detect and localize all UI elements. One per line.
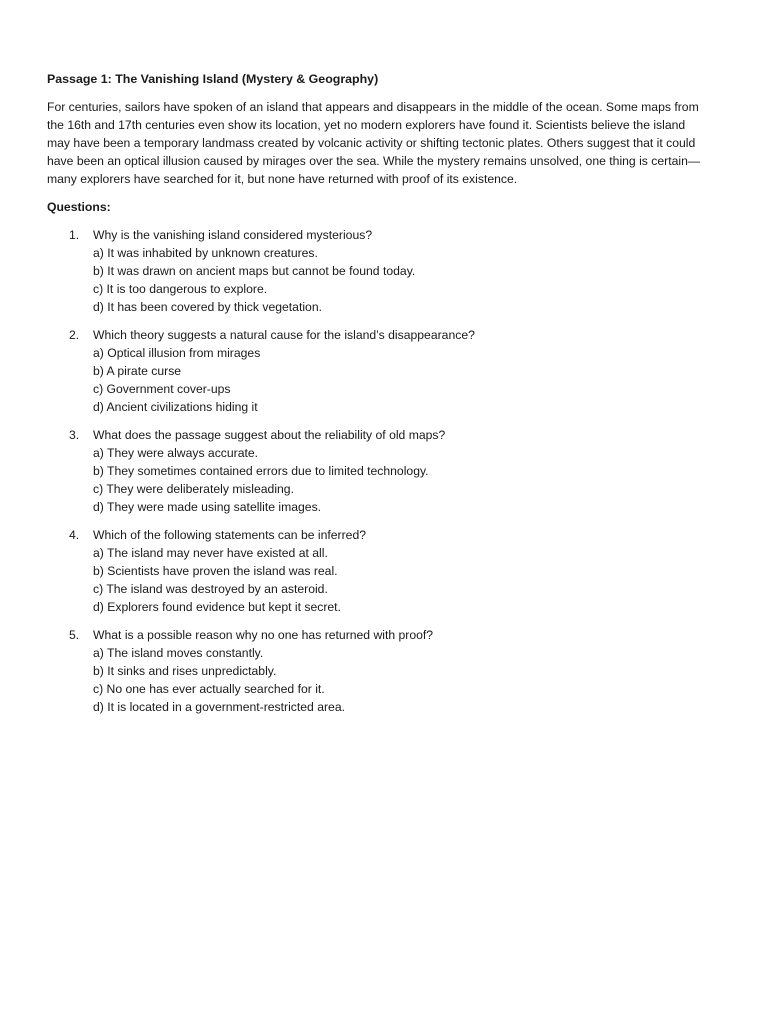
question-text: Which of the following statements can be inferred? — [93, 528, 367, 542]
question-item — [47, 426, 708, 516]
question-list — [47, 226, 708, 716]
question-body — [93, 526, 708, 616]
answer-option: c) They were deliberately misleading. — [93, 482, 294, 496]
passage-text: For centuries, sailors have spoken of an island that appears and disappears in the middle of the ocean. Some maps from the 16th and 17th centuries even show its location, yet no modern explorers have found it. Scientists believe the island may have been a temporary landmass created by volcanic activity or shifting tectonic plates. Others suggest that it could have been an optical illusion caused by mirages over the sea. While the mystery remains unsolved, one thing is certain—many explorers have searched for it, but none have returned with proof of its existence. — [47, 100, 701, 186]
question-text: Why is the vanishing island considered mysterious? — [93, 228, 373, 242]
answer-option: d) It has been covered by thick vegetation. — [93, 300, 322, 314]
question-item — [47, 626, 708, 716]
answer-option: a) They were always accurate. — [93, 446, 259, 460]
question-number: 3. — [69, 428, 80, 442]
answer-option: d) Explorers found evidence but kept it secret. — [93, 600, 341, 614]
question-item — [47, 526, 708, 616]
question-body — [93, 426, 708, 516]
answer-option: a) The island moves constantly. — [93, 646, 264, 660]
answer-option: b) A pirate curse — [93, 364, 182, 378]
question-text: What does the passage suggest about the reliability of old maps? — [93, 428, 446, 442]
answer-option: b) It sinks and rises unpredictably. — [93, 664, 277, 678]
answer-option: a) Optical illusion from mirages — [93, 346, 261, 360]
question-body — [93, 626, 708, 716]
answer-option: b) They sometimes contained errors due to limited technology. — [93, 464, 429, 478]
answer-option: c) The island was destroyed by an asteroid. — [93, 582, 328, 596]
answer-option: b) It was drawn on ancient maps but cannot be found today. — [93, 264, 416, 278]
question-number: 2. — [69, 328, 80, 342]
question-item — [47, 226, 708, 316]
question-number: 1. — [69, 228, 80, 242]
answer-option: a) The island may never have existed at all. — [93, 546, 328, 560]
answer-option: d) Ancient civilizations hiding it — [93, 400, 258, 414]
answer-option: c) Government cover-ups — [93, 382, 231, 396]
question-body — [93, 326, 708, 416]
question-number: 4. — [69, 528, 80, 542]
answer-option: c) It is too dangerous to explore. — [93, 282, 268, 296]
question-text: What is a possible reason why no one has returned with proof? — [93, 628, 434, 642]
questions-heading: Questions: — [47, 200, 111, 214]
answer-option: d) It is located in a government-restricted area. — [93, 700, 345, 714]
question-item — [47, 326, 708, 416]
question-body — [93, 226, 708, 316]
answer-option: c) No one has ever actually searched for it. — [93, 682, 325, 696]
question-text: Which theory suggests a natural cause for the island’s disappearance? — [93, 328, 475, 342]
question-number: 5. — [69, 628, 80, 642]
answer-option: a) It was inhabited by unknown creatures. — [93, 246, 318, 260]
passage-title: Passage 1: The Vanishing Island (Mystery & Geography) — [47, 72, 379, 86]
answer-option: b) Scientists have proven the island was real. — [93, 564, 338, 578]
answer-option: d) They were made using satellite images. — [93, 500, 322, 514]
